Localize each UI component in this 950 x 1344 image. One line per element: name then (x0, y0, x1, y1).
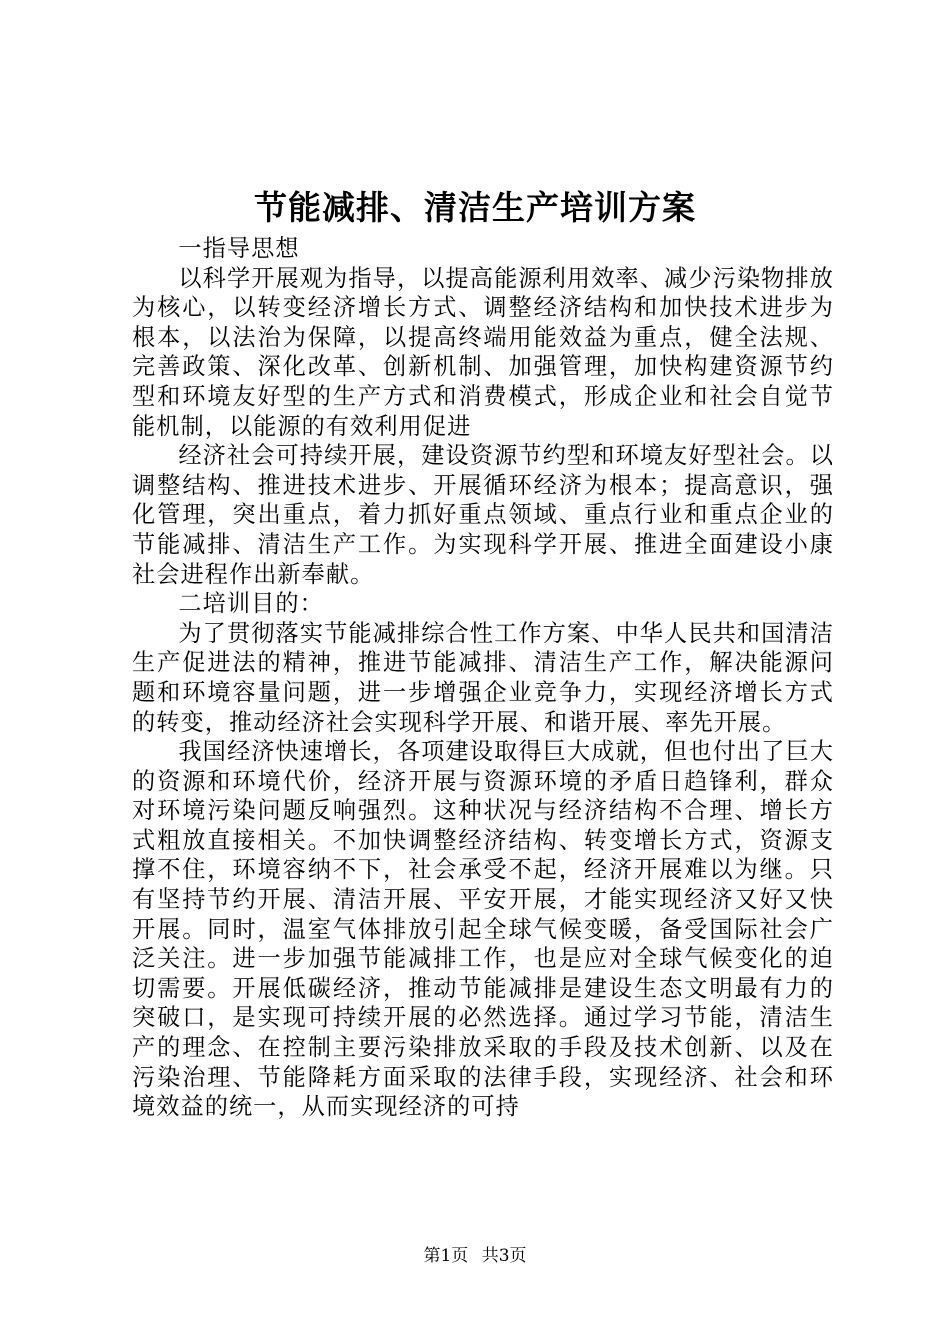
document-title: 节能减排、清洁生产培训方案 (254, 188, 696, 227)
document-body (132, 234, 834, 1122)
body-paragraph: 经济社会可持续开展，建设资源节约型和环境友好型社会。以调整结构、推进技术进步、开展循环经济为根本；提高意识，强化管理，突出重点，着力抓好重点领域、重点行业和重点企业的节能减排、清洁生产工作。为实现科学开展、推进全面建设小康社会进程作出新奉献。 (132, 442, 834, 588)
section-heading-training-purpose: 二培训目的： (178, 590, 324, 618)
page-footer (0, 1244, 950, 1268)
section-heading-guiding-ideology: 一指导思想 (178, 235, 300, 262)
page-total: 共3页 (481, 1246, 527, 1266)
page-number: 第1页 (423, 1246, 469, 1266)
body-paragraph: 我国经济快速增长，各项建设取得巨大成就，但也付出了巨大的资源和环境代价，经济开展与资源环境的矛盾日趋锋利，群众对环境污染问题反响强烈。这种状况与经济结构不合理、增长方式粗放直接相关。不加快调整经济结构、转变增长方式，资源支撑不住，环境容纳不下，社会承受不起，经济开展难以为继。只有坚持节约开展、清洁开展、平安开展，才能实现经济又好又快开展。同时，温室气体排放引起全球气候变暖，备受国际社会广泛关注。进一步加强节能减排工作，也是应对全球气候变化的迫切需要。开展低碳经济，推动节能减排是建设生态文明最有力的突破口，是实现可持续开展的必然选择。通过学习节能，清洁生产的理念、在控制主要污染排放采取的手段及技术创新、以及在污染治理、节能降耗方面采取的法律手段，实现经济、社会和环境效益的统一，从而实现经济的可持 (132, 738, 834, 1121)
body-paragraph: 以科学开展观为指导，以提高能源利用效率、减少污染物排放为核心，以转变经济增长方式、调整经济结构和加快技术进步为根本，以法治为保障，以提高终端用能效益为重点，健全法规、完善政策、深化改革、创新机制、加强管理，加快构建资源节约型和环境友好型的生产方式和消费模式，形成企业和社会自觉节能机制，以能源的有效利用促进 (132, 264, 834, 440)
body-paragraph: 为了贯彻落实节能减排综合性工作方案、中华人民共和国清洁生产促进法的精神，推进节能减排、清洁生产工作，解决能源问题和环境容量问题，进一步增强企业竞争力，实现经济增长方式的转变，推动经济社会实现科学开展、和谐开展、率先开展。 (132, 619, 834, 736)
